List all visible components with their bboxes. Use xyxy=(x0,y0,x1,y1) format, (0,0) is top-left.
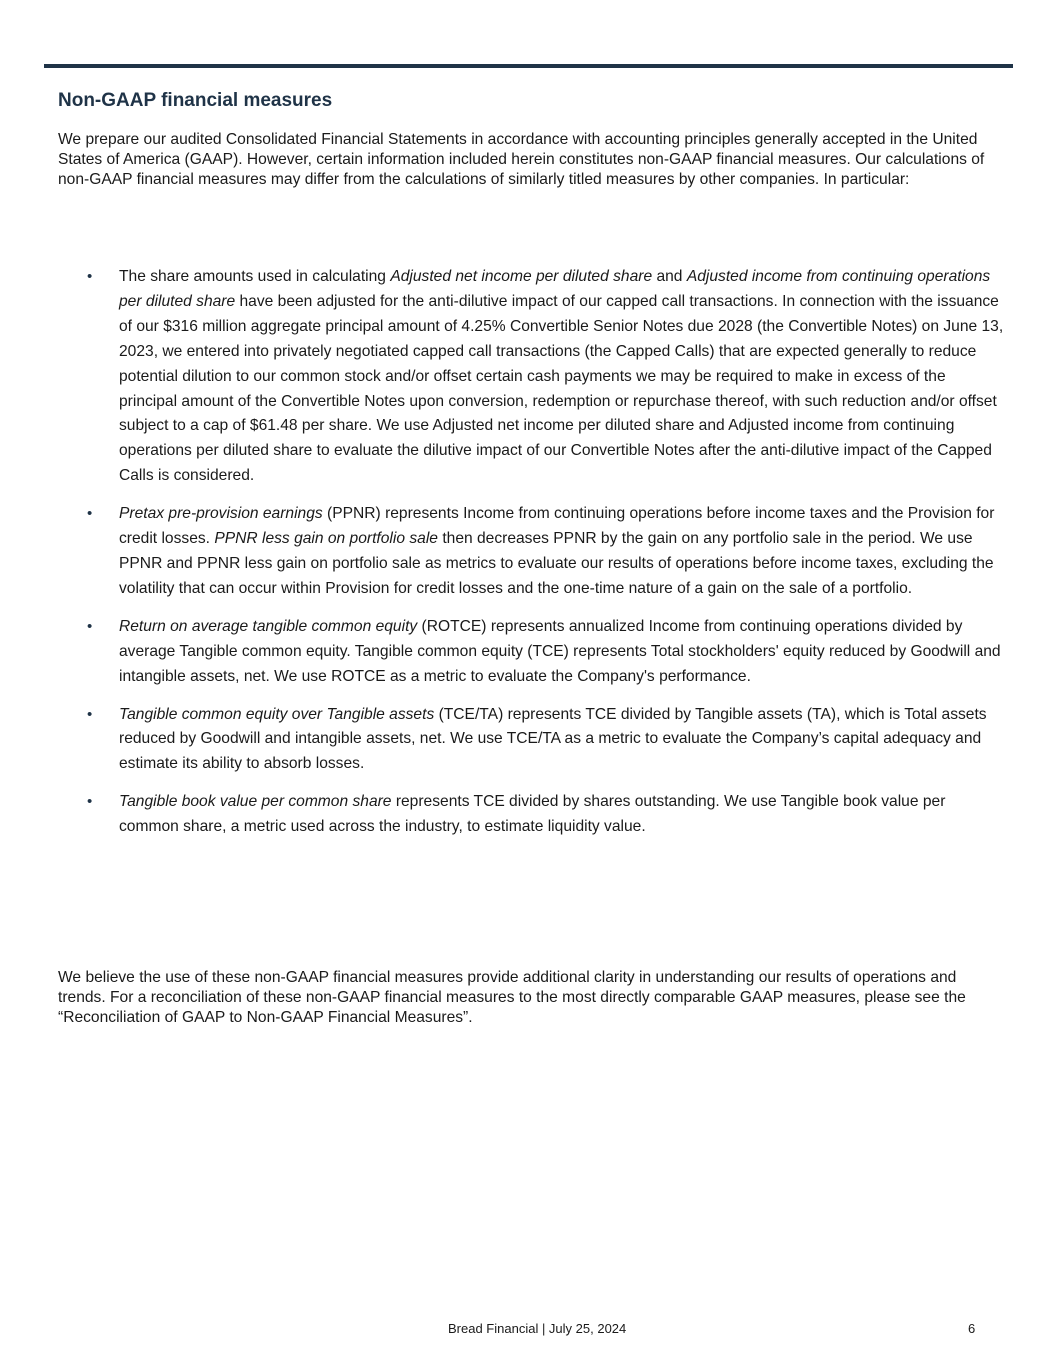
bullet-list xyxy=(58,265,1008,853)
bullet-text: have been adjusted for the anti-dilutive impact of our capped call transactions. In connection with the issuance of our $316 million aggregate principal amount of 4.25% Convertible Senior Notes due 2028 (the Convertible Notes) on June 13, 2023, we entered into privately negotiated capped call transactions (the Capped Calls) that are expected generally to reduce potential dilution to our common stock and/or offset certain cash payments we may be required to make in excess of the principal amount of the Convertible Notes upon conversion, redemption or repurchase thereof, with such reduction and/or offset subject to a cap of $61.48 per share. We use Adjusted net income per diluted share and Adjusted income from continuing operations per diluted share to evaluate the dilutive impact of our Convertible Notes after the anti-dilutive impact of the Capped Calls is considered. xyxy=(119,292,1004,485)
bullet-icon: • xyxy=(87,617,93,635)
term-rotce: Return on average tangible common equity xyxy=(119,617,418,635)
page-number: 6 xyxy=(968,1321,976,1336)
intro-paragraph: We prepare our audited Consolidated Financial Statements in accordance with accounting principles generally accepted in the United States of America (GAAP). However, certain information included herein constitutes non-GAAP financial measures. Our calculations of non-GAAP financial measures may differ from the calculations of similarly titled measures by other companies. In particular: xyxy=(58,131,985,189)
bullet-text: (ROTCE) represents annualized Income from continuing operations divided by average Tangible common equity. Tangible common equity (TCE) represents Total stockholders' equity reduced by Goodwill and intangible assets, net. We use ROTCE as a metric to evaluate the Company's performance. xyxy=(119,617,1001,685)
term-ppnr-less-gain: PPNR less gain on portfolio sale xyxy=(214,530,438,548)
bullet-text: (TCE/TA) represents TCE divided by Tangible assets (TA), which is Total assets reduced by Goodwill and intangible assets, net. We use TCE/TA as a metric to evaluate the Company’s capital adequacy and estimate its ability to absorb losses. xyxy=(119,705,987,773)
bullet-item-ppnr xyxy=(58,502,1008,602)
footer-text: Bread Financial | July 25, 2024 xyxy=(448,1321,627,1336)
bullet-icon: • xyxy=(87,505,93,523)
bullet-item-adjusted-eps xyxy=(58,265,1008,489)
term-ppnr: Pretax pre-provision earnings xyxy=(119,505,323,523)
term-adjusted-income-continuing: Adjusted income from continuing operations per diluted share xyxy=(119,268,991,310)
bullet-item-rotce xyxy=(58,615,1008,690)
closing-paragraph: We believe the use of these non-GAAP financial measures provide additional clarity in understanding our results of operations and trends. For a reconciliation of these non-GAAP financial measures to the most directly comparable GAAP measures, please see the “Reconciliation of GAAP to Non-GAAP Financial Measures”. xyxy=(58,969,966,1027)
bullet-icon: • xyxy=(87,705,93,723)
header-rule xyxy=(44,64,1013,68)
bullet-text: then decreases PPNR by the gain on any portfolio sale in the period. We use PPNR and PPNR less gain on portfolio sale as metrics to evaluate our results of operations before income taxes, excluding the volatility that can occur within Provision for credit losses and the one-time nature of a gain on the sale of a portfolio. xyxy=(119,530,994,597)
bullet-text: (PPNR) represents Income from continuing operations before income taxes and the Provision for credit losses. xyxy=(119,505,995,548)
bullet-item-tce-ta xyxy=(58,703,1008,778)
bullet-text: represents TCE divided by shares outstanding. We use Tangible book value per common share, a metric used across the industry, to estimate liquidity value. xyxy=(119,793,946,836)
bullet-icon: • xyxy=(87,268,93,285)
term-tangible-book-value: Tangible book value per common share xyxy=(119,793,392,811)
term-tce-ta: Tangible common equity over Tangible assets xyxy=(119,705,435,723)
term-adjusted-net-income: Adjusted net income per diluted share xyxy=(390,268,653,285)
bullet-text: and xyxy=(652,268,687,285)
bullet-text: The share amounts used in calculating xyxy=(119,268,391,285)
bullet-icon: • xyxy=(87,793,93,811)
bullet-item-tbv xyxy=(58,790,1008,840)
page-title: Non-GAAP financial measures xyxy=(58,90,333,111)
